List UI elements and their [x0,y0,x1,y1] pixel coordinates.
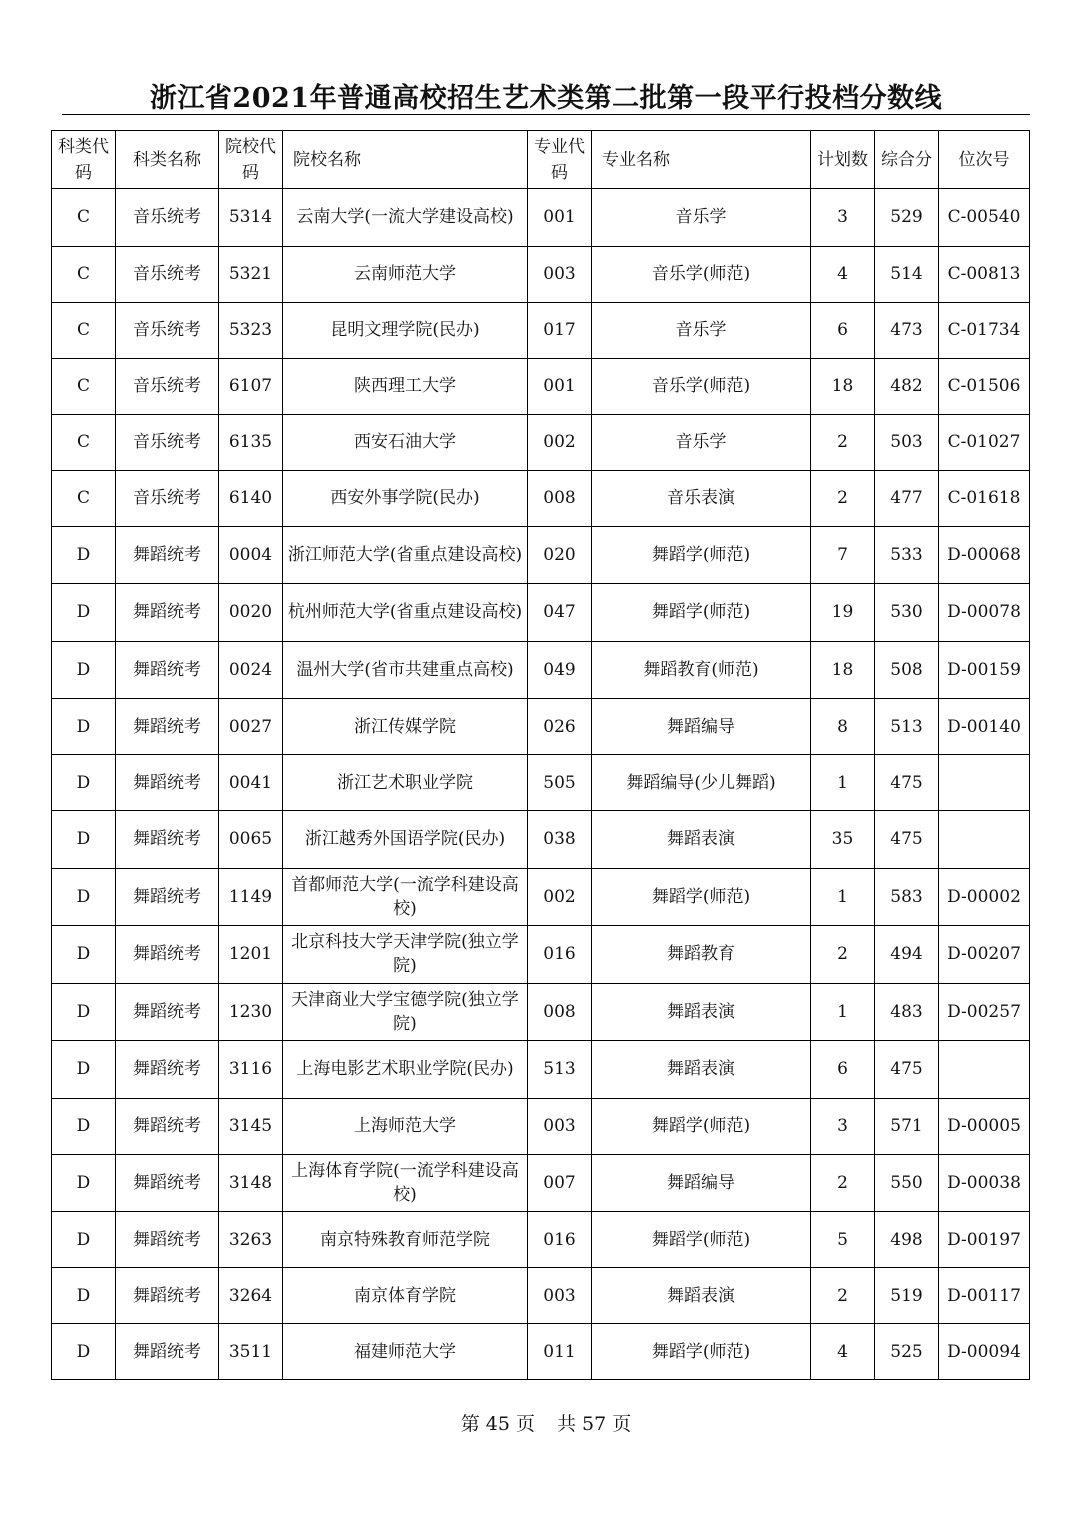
cell-school-name: 浙江越秀外国语学院(民办) [283,811,528,869]
cell-category-code: D [52,868,116,926]
cell-major-name: 舞蹈编导(少儿舞蹈) [592,755,811,811]
cell-category-name: 舞蹈统考 [116,926,219,984]
cell-category-code: C [52,189,116,247]
cell-school-code: 1201 [219,926,283,984]
cell-category-code: D [52,526,116,584]
cell-score: 503 [875,414,939,470]
cell-category-name: 音乐统考 [116,246,219,302]
cell-major-name: 舞蹈教育(师范) [592,641,811,699]
cell-school-name: 云南师范大学 [283,246,528,302]
cell-plan-count: 2 [811,926,875,984]
cell-plan-count: 2 [811,414,875,470]
cell-plan-count: 1 [811,868,875,926]
cell-school-name: 上海体育学院(一流学科建设高校) [283,1154,528,1212]
cell-category-code: C [52,414,116,470]
admission-score-table [51,130,1030,1380]
cell-plan-count: 1 [811,755,875,811]
cell-plan-count: 6 [811,302,875,358]
cell-school-name: 北京科技大学天津学院(独立学院) [283,926,528,984]
cell-category-code: D [52,699,116,755]
cell-score: 482 [875,358,939,414]
cell-plan-count: 3 [811,1098,875,1154]
cell-category-name: 舞蹈统考 [116,1212,219,1268]
cell-major-name: 舞蹈表演 [592,811,811,869]
cell-score: 475 [875,1041,939,1099]
cell-score: 475 [875,755,939,811]
cell-major-code: 020 [528,526,592,584]
cell-category-name: 音乐统考 [116,414,219,470]
cell-major-code: 017 [528,302,592,358]
cell-major-code: 008 [528,470,592,526]
cell-plan-count: 1 [811,983,875,1041]
cell-school-code: 3263 [219,1212,283,1268]
cell-score: 583 [875,868,939,926]
cell-school-name: 浙江师范大学(省重点建设高校) [283,526,528,584]
table-row [52,584,1030,642]
cell-category-code: C [52,302,116,358]
cell-major-name: 音乐学(师范) [592,358,811,414]
cell-school-name: 天津商业大学宝德学院(独立学院) [283,983,528,1041]
cell-rank [939,755,1030,811]
cell-score: 498 [875,1212,939,1268]
cell-plan-count: 2 [811,1268,875,1324]
cell-school-code: 3148 [219,1154,283,1212]
cell-plan-count: 35 [811,811,875,869]
cell-rank: D-00005 [939,1098,1030,1154]
cell-category-code: D [52,1041,116,1099]
cell-category-code: C [52,246,116,302]
header-plan-count: 计划数 [811,131,875,189]
table-row [52,1154,1030,1212]
table-row [52,470,1030,526]
cell-major-code: 047 [528,584,592,642]
cell-rank [939,811,1030,869]
header-school-code: 院校代码 [219,131,283,189]
table-body [52,189,1030,1380]
cell-major-code: 505 [528,755,592,811]
page-footer [0,1409,1080,1436]
table-row [52,246,1030,302]
cell-school-code: 6107 [219,358,283,414]
cell-school-code: 0065 [219,811,283,869]
cell-score: 525 [875,1324,939,1380]
cell-major-code: 016 [528,926,592,984]
cell-category-code: D [52,1324,116,1380]
cell-score: 475 [875,811,939,869]
cell-score: 483 [875,983,939,1041]
cell-school-code: 0020 [219,584,283,642]
header-rank: 位次号 [939,131,1030,189]
cell-major-code: 007 [528,1154,592,1212]
cell-score: 529 [875,189,939,247]
cell-major-name: 音乐学 [592,414,811,470]
cell-category-name: 舞蹈统考 [116,1324,219,1380]
cell-school-name: 云南大学(一流大学建设高校) [283,189,528,247]
cell-category-name: 舞蹈统考 [116,584,219,642]
cell-rank: D-00207 [939,926,1030,984]
cell-major-code: 002 [528,868,592,926]
table-row [52,641,1030,699]
cell-category-name: 音乐统考 [116,358,219,414]
cell-category-code: D [52,755,116,811]
cell-plan-count: 18 [811,641,875,699]
cell-category-code: D [52,641,116,699]
cell-category-name: 舞蹈统考 [116,1041,219,1099]
cell-school-code: 0024 [219,641,283,699]
cell-major-name: 舞蹈学(师范) [592,526,811,584]
header-category-code: 科类代码 [52,131,116,189]
cell-school-name: 福建师范大学 [283,1324,528,1380]
cell-score: 508 [875,641,939,699]
cell-plan-count: 19 [811,584,875,642]
cell-score: 530 [875,584,939,642]
cell-category-name: 舞蹈统考 [116,811,219,869]
cell-school-name: 浙江传媒学院 [283,699,528,755]
cell-category-name: 舞蹈统考 [116,699,219,755]
cell-school-name: 温州大学(省市共建重点高校) [283,641,528,699]
cell-school-name: 昆明文理学院(民办) [283,302,528,358]
cell-category-name: 音乐统考 [116,470,219,526]
cell-plan-count: 2 [811,1154,875,1212]
cell-major-code: 001 [528,358,592,414]
table-row [52,1268,1030,1324]
cell-school-code: 5323 [219,302,283,358]
cell-rank: D-00078 [939,584,1030,642]
cell-score: 519 [875,1268,939,1324]
page-total: 共 57 页 [557,1413,632,1435]
cell-category-code: C [52,358,116,414]
cell-rank: C-01506 [939,358,1030,414]
cell-major-code: 003 [528,1268,592,1324]
cell-major-code: 003 [528,1098,592,1154]
table-row [52,868,1030,926]
cell-rank: D-00117 [939,1268,1030,1324]
cell-school-name: 南京体育学院 [283,1268,528,1324]
table-row [52,358,1030,414]
table-row [52,811,1030,869]
cell-major-name: 舞蹈学(师范) [592,584,811,642]
cell-major-name: 舞蹈编导 [592,1154,811,1212]
cell-major-name: 音乐学 [592,189,811,247]
cell-rank: D-00140 [939,699,1030,755]
cell-school-name: 首都师范大学(一流学科建设高校) [283,868,528,926]
cell-major-name: 舞蹈表演 [592,1268,811,1324]
cell-rank: D-00159 [939,641,1030,699]
cell-rank: C-01734 [939,302,1030,358]
cell-plan-count: 8 [811,699,875,755]
cell-major-name: 舞蹈表演 [592,1041,811,1099]
cell-major-name: 舞蹈编导 [592,699,811,755]
table-row [52,1041,1030,1099]
cell-category-code: D [52,983,116,1041]
cell-school-code: 0041 [219,755,283,811]
cell-major-name: 舞蹈学(师范) [592,868,811,926]
cell-score: 477 [875,470,939,526]
cell-score: 514 [875,246,939,302]
cell-score: 550 [875,1154,939,1212]
table-row [52,189,1030,247]
cell-category-code: D [52,1212,116,1268]
cell-major-code: 026 [528,699,592,755]
cell-school-name: 西安外事学院(民办) [283,470,528,526]
header-school-name: 院校名称 [283,131,528,189]
header-major-name: 专业名称 [592,131,811,189]
cell-score: 513 [875,699,939,755]
cell-school-code: 5314 [219,189,283,247]
cell-school-code: 1149 [219,868,283,926]
cell-school-name: 南京特殊教育师范学院 [283,1212,528,1268]
cell-score: 571 [875,1098,939,1154]
cell-school-name: 杭州师范大学(省重点建设高校) [283,584,528,642]
table-row [52,755,1030,811]
cell-school-name: 陕西理工大学 [283,358,528,414]
cell-score: 533 [875,526,939,584]
table-row [52,1324,1030,1380]
cell-plan-count: 6 [811,1041,875,1099]
cell-category-code: D [52,926,116,984]
cell-category-name: 舞蹈统考 [116,868,219,926]
page-number: 第 45 页 [460,1413,535,1435]
cell-score: 473 [875,302,939,358]
table-row [52,1212,1030,1268]
title-underline [62,114,1030,115]
cell-major-name: 舞蹈学(师范) [592,1324,811,1380]
cell-school-code: 3511 [219,1324,283,1380]
cell-school-name: 西安石油大学 [283,414,528,470]
cell-plan-count: 4 [811,246,875,302]
table-row [52,414,1030,470]
cell-category-name: 音乐统考 [116,189,219,247]
cell-score: 494 [875,926,939,984]
cell-school-code: 6135 [219,414,283,470]
cell-school-name: 上海电影艺术职业学院(民办) [283,1041,528,1099]
cell-category-code: D [52,1268,116,1324]
cell-plan-count: 18 [811,358,875,414]
table-row [52,302,1030,358]
cell-school-code: 6140 [219,470,283,526]
cell-category-code: C [52,470,116,526]
cell-major-code: 038 [528,811,592,869]
cell-major-code: 008 [528,983,592,1041]
cell-category-name: 舞蹈统考 [116,641,219,699]
cell-major-name: 舞蹈学(师范) [592,1098,811,1154]
cell-school-code: 1230 [219,983,283,1041]
cell-plan-count: 4 [811,1324,875,1380]
cell-plan-count: 2 [811,470,875,526]
cell-major-code: 002 [528,414,592,470]
cell-category-code: D [52,811,116,869]
cell-category-name: 音乐统考 [116,302,219,358]
cell-major-code: 049 [528,641,592,699]
cell-rank: C-01618 [939,470,1030,526]
cell-category-name: 舞蹈统考 [116,1098,219,1154]
header-major-code: 专业代码 [528,131,592,189]
cell-major-code: 513 [528,1041,592,1099]
cell-plan-count: 7 [811,526,875,584]
cell-school-code: 5321 [219,246,283,302]
cell-category-name: 舞蹈统考 [116,1268,219,1324]
cell-major-name: 舞蹈教育 [592,926,811,984]
cell-major-name: 音乐学 [592,302,811,358]
table-row [52,526,1030,584]
table-row [52,983,1030,1041]
cell-rank: C-00813 [939,246,1030,302]
cell-major-code: 016 [528,1212,592,1268]
cell-major-code: 011 [528,1324,592,1380]
header-category-name: 科类名称 [116,131,219,189]
cell-rank: D-00068 [939,526,1030,584]
cell-major-code: 001 [528,189,592,247]
header-row [52,131,1030,189]
cell-rank: D-00197 [939,1212,1030,1268]
table-row [52,1098,1030,1154]
cell-major-name: 舞蹈学(师范) [592,1212,811,1268]
header-score: 综合分 [875,131,939,189]
cell-major-name: 音乐学(师范) [592,246,811,302]
cell-major-name: 音乐表演 [592,470,811,526]
cell-rank: D-00038 [939,1154,1030,1212]
cell-school-code: 3264 [219,1268,283,1324]
cell-category-code: D [52,584,116,642]
cell-rank [939,1041,1030,1099]
cell-rank: C-00540 [939,189,1030,247]
cell-major-code: 003 [528,246,592,302]
cell-school-name: 上海师范大学 [283,1098,528,1154]
page-title: 浙江省2021年普通高校招生艺术类第二批第一段平行投档分数线 [149,83,943,114]
table-row [52,699,1030,755]
cell-category-name: 舞蹈统考 [116,755,219,811]
cell-school-code: 3116 [219,1041,283,1099]
cell-category-code: D [52,1154,116,1212]
cell-category-name: 舞蹈统考 [116,526,219,584]
cell-rank: C-01027 [939,414,1030,470]
cell-rank: D-00094 [939,1324,1030,1380]
cell-school-name: 浙江艺术职业学院 [283,755,528,811]
cell-school-code: 0004 [219,526,283,584]
cell-school-code: 0027 [219,699,283,755]
cell-major-name: 舞蹈表演 [592,983,811,1041]
table-row [52,926,1030,984]
cell-rank: D-00257 [939,983,1030,1041]
cell-rank: D-00002 [939,868,1030,926]
cell-plan-count: 3 [811,189,875,247]
cell-category-name: 舞蹈统考 [116,1154,219,1212]
cell-category-name: 舞蹈统考 [116,983,219,1041]
cell-plan-count: 5 [811,1212,875,1268]
cell-school-code: 3145 [219,1098,283,1154]
cell-category-code: D [52,1098,116,1154]
